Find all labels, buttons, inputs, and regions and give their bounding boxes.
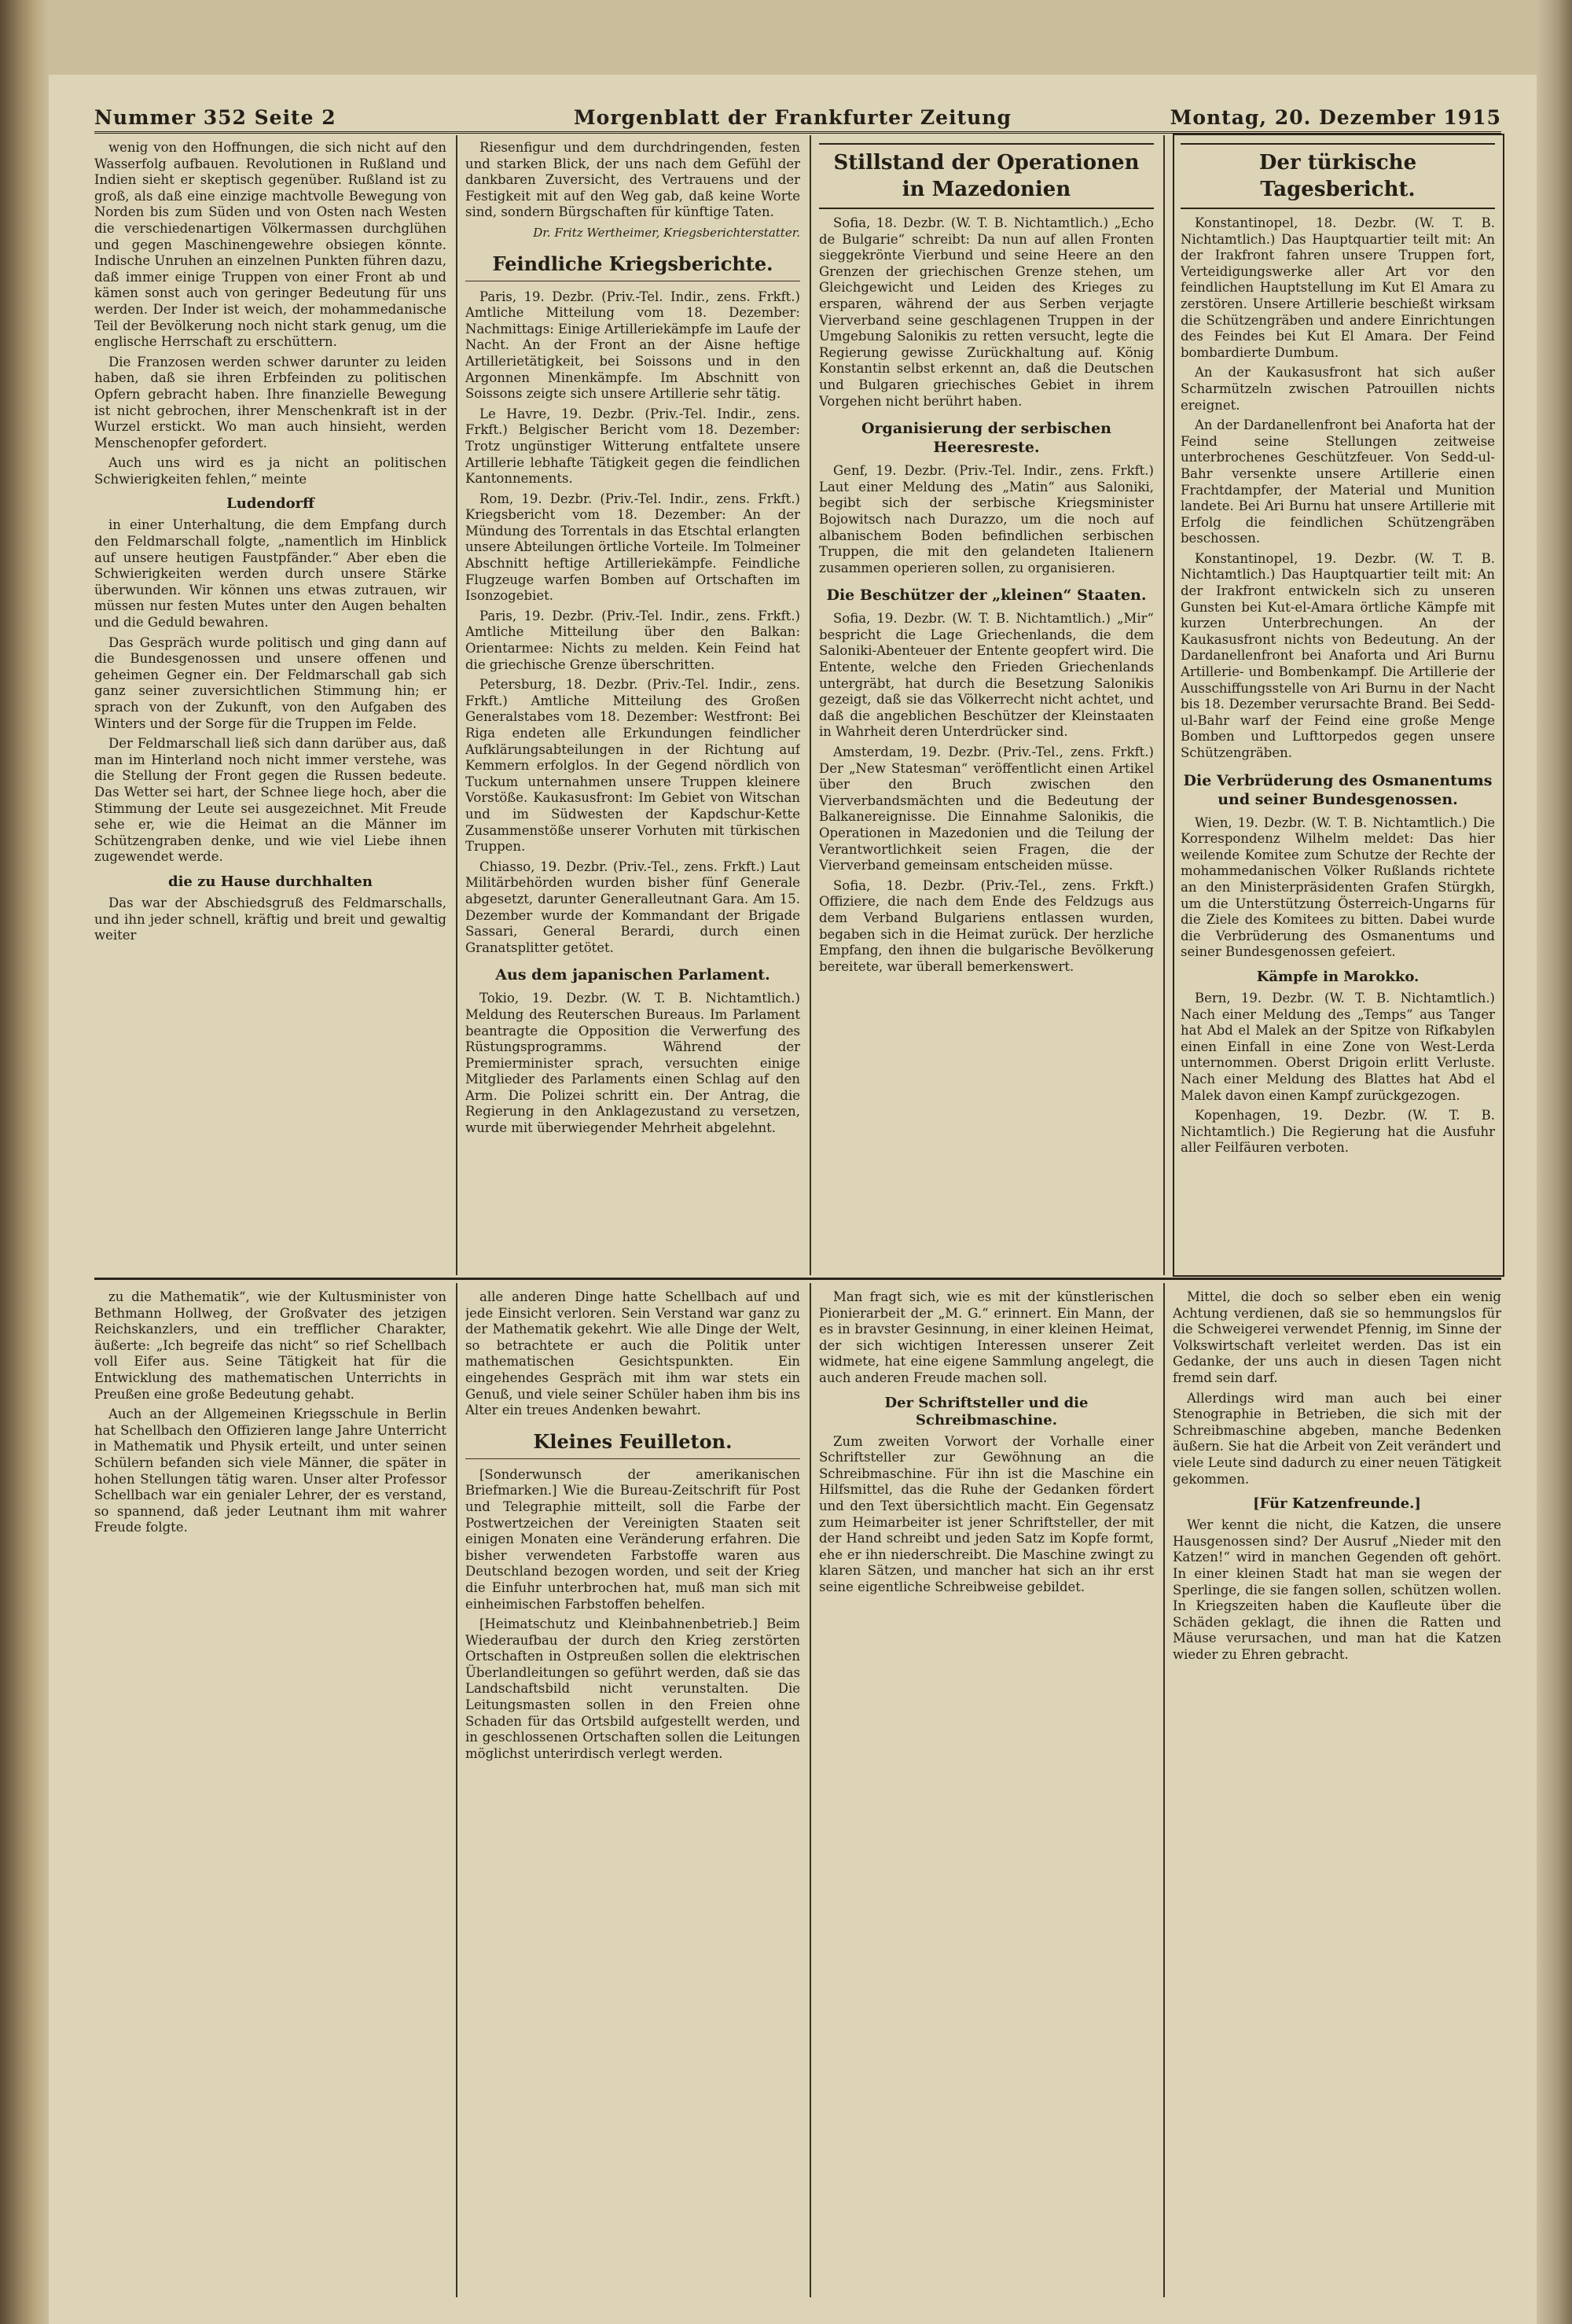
- headline-japanisches-parlament: Aus dem japanischen Parlament.: [495, 966, 770, 984]
- dispatch-genf: Genf, 19. Dezbr. (Priv.-Tel. Indir., zens. Frkft.) Laut einer Meldung des „Matin“ aus Saloniki, begibt sich der serbische Kriegsminister Bojowitsch nach Durazzo, um die noch auf albanischem Boden befindlichen serbischen Truppen, die mit den gelandeten Italienern zusammen operieren sollen, zu organisieren.: [819, 463, 1154, 575]
- column-2: [465, 140, 800, 1272]
- dispatch-sofia-mir: Sofia, 19. Dezbr. (W. T. B. Nichtamtlich.) „Mir“ bespricht die Lage Griechenlands, die dem Saloniki-Abenteuer der Entente geopfert wird. Die Entente, welche den Frieden Griechenlands untergräbt, hat durch die Besetzung Salonikis gezeigt, daß sie das Völkerrecht nicht achtet, und daß die angeblichen Beschützer der Kleinstaaten in Wahrheit deren Unterdrücker sind.: [819, 611, 1154, 740]
- column-rule: [1163, 1283, 1165, 2297]
- dispatch-paris: Paris, 19. Dezbr. (Priv.-Tel. Indir., zens. Frkft.) Amtliche Mitteilung vom 18. Dezember: Nachmittags: Einige Artilleriekämpfe im Laufe der Nacht. An der Front an der Aisne heftige Artillerietätigkeit, bei Soissons und in den Argonnen Minenkämpfe. Im Abschnitt von Soissons zeigte sich unsere Artillerie sehr tätig.: [465, 289, 800, 402]
- article-paragraph: Allerdings wird man auch bei einer Stenographie in Betrieben, die sich mit der Schreibmaschine abgeben, manche Bedenken äußern. Sie hat die Arbeit von Zeit verändert und viele Leute sind dadurch zu einer neuen Tätigkeit gekommen.: [1173, 1390, 1501, 1487]
- headline-stillstand-mazedonien: Stillstand der Operationen in Mazedonien: [819, 143, 1154, 209]
- article-paragraph: Auch an der Allgemeinen Kriegsschule in Berlin hat Schellbach den Offizieren lange Jahre Unterricht in Mathematik und Physik erteilt, und unter seinen Schülern befanden sich viele Männer, die später in hohen Stellungen tätig waren. Unser alter Professor Schellbach war ein genialer Lehrer, der es verstand, so spannend, daß jeder Leutnant ihm mit wahrer Freude folgte.: [94, 1407, 446, 1535]
- subheading-durchhalten: die zu Hause durchhalten: [168, 873, 373, 890]
- column-rule: [456, 135, 457, 1275]
- column-3: [819, 140, 1154, 1272]
- column-rule: [456, 1283, 457, 2297]
- author-byline: Dr. Fritz Wertheimer, Kriegsberichterstatter.: [533, 225, 800, 240]
- feuilleton-item-heimatschutz: [Heimatschutz und Kleinbahnenbetrieb.] Beim Wiederaufbau der durch den Krieg zerstörten Ortschaften in Ostpreußen sollen die elektrischen Überlandleitungen so geführt werden, daß sie das Landschaftsbild nicht verunstalten. Die Leitungsmasten sollen in den Freien ohne Schaden für das Ortsbild aufgestellt werden, und in geschlossenen Ortschaften sollen die Leitungen möglichst unterirdisch verlegt werden.: [465, 1616, 800, 1761]
- dispatch-wien: Wien, 19. Dezbr. (W. T. B. Nichtamtlich.) Die Korrespondenz Wilhelm meldet: Das hier weilende Komitee zum Schutze der Rechte der mohammedanischen Völker Rußlands richtete an den Ministerpräsidenten Grafen Stürgkh, um die Unterstützung Österreich-Ungarns für die Ziele des Komitees zu bitten. Dabei wurde die Verbrüderung des Osmanentums und seiner Bundesgenossen gefeiert.: [1181, 815, 1495, 960]
- dispatch-sofia: Sofia, 18. Dezbr. (W. T. B. Nichtamtlich.) „Echo de Bulgarie“ schreibt: Da nun auf allen Fronten sieggekrönte Vierbund und seine Heere an den Grenzen der griechischen Grenze stehen, um Gleichgewicht und Leiden des Krieges zu ersparen, während der aus Serben verjagte Vierverband seine geschlagenen Truppen in der Umgebung Salonikis zu retten versucht, legte die Regierung gewisse Zurückhaltung auf. König Konstantin selbst erkennt an, daß die Deutschen und Bulgaren griechisches Gebiet in ihrem Vorgehen nicht berührt haben.: [819, 215, 1154, 409]
- article-paragraph: alle anderen Dinge hatte Schellbach auf und jede Einsicht verloren. Sein Verstand war ganz zu der Mathematik gekehrt. Wie alle Dinge der Welt, so betrachtete er auch die Politik unter mathematischen Gesichtspunkten. Ein eingehendes Gespräch mit ihm war stets ein Genuß, und viele seiner Schüler haben ihm bis ins Alter ein treues Andenken bewahrt.: [465, 1289, 800, 1418]
- masthead: [94, 106, 1501, 134]
- dispatch-sofia-offiziere: Sofia, 18. Dezbr. (Priv.-Tel., zens. Frkft.) Offiziere, die nach dem Ende des Feldzugs aus dem Verband Bulgariens entlassen wurden, begaben sich in die Heimat zurück. Der herzliche Empfang, den ihnen die bulgarische Bevölkerung bereitete, war überall bemerkenswert.: [819, 877, 1154, 974]
- dispatch-rom: Rom, 19. Dezbr. (Priv.-Tel. Indir., zens. Frkft.) Kriegsbericht vom 18. Dezember: An der Mündung des Torrentals in das Etschtal erlangten unsere Abteilungen örtliche Vorteile. Im Tolmeiner Abschnitt heftige Artilleriekämpfe. Feindliche Flugzeuge warfen Bomben auf Ortschaften im Isonzogebiet.: [465, 491, 800, 604]
- issue-date: Montag, 20. Dezember 1915: [1170, 106, 1501, 129]
- article-paragraph: An der Kaukasusfront hat sich außer Scharmützeln zwischen Patrouillen nichts ereignet.: [1181, 365, 1495, 413]
- issue-number-page: Nummer 352 Seite 2: [94, 106, 336, 129]
- subheading-ludendorff: Ludendorff: [226, 495, 314, 513]
- feuilleton-column-2: [465, 1289, 800, 2296]
- article-paragraph: Wer kennt die nicht, die Katzen, die unsere Hausgenossen sind? Der Ausruf „Nieder mit den Katzen!“ wird in manchen Gegenden oft gehört. In einer kleinen Stadt hat man sie wegen der Sperlinge, die sie fangen sollen, schützen wollen. In Kriegszeiten haben die Kaufleute über die Schäden geklagt, die ihnen die Ratten und Mäuse verursachen, und man hat die Katzen wieder zu Ehren gebracht.: [1173, 1517, 1501, 1662]
- article-paragraph: Man fragt sich, wie es mit der künstlerischen Pionierarbeit der „M. G.“ erinnert. Ein Mann, der es in bravster Gesinnung, in einer kleinen Heimat, der sich wichtigen Interessen unserer Zeit widmete, hat eine eigene Sammlung angelegt, die auch anderen Freude machen soll.: [819, 1289, 1154, 1385]
- column-4: [1181, 140, 1495, 1269]
- article-paragraph: zu die Mathematik“, wie der Kultusminister von Bethmann Hollweg, der Großvater des jetzigen Reichskanzlers, und ein trefflicher Charakter, äußerte: „Ich begreife das nicht“ so rief Schellbach voll Eifer aus. Seine Tätigkeit hat für die Entwicklung des mathematischen Unterrichts in Preußen eine große Bedeutung gehabt.: [94, 1289, 446, 1402]
- column-1: [94, 140, 446, 1272]
- headline-serbische-heeresreste: Organisierung der serbischen Heeresreste.: [861, 420, 1111, 457]
- subheading-schreibmaschine: Der Schriftsteller und die Schreibmaschine.: [884, 1394, 1089, 1429]
- headline-kaempfe-marokko: Kämpfe in Marokko.: [1256, 968, 1420, 985]
- dispatch-kopenhagen: Kopenhagen, 19. Dezbr. (W. T. B. Nichtamtlich.) Die Regierung hat die Ausfuhr aller Feilfäuren verboten.: [1181, 1108, 1495, 1156]
- feuilleton-column-3: [819, 1289, 1154, 2296]
- feuilleton-item-briefmarken: [Sonderwunsch der amerikanischen Briefmarken.] Wie die Bureau-Zeitschrift für Post und Telegraphie mitteilt, soll die Farbe der Postwertzeichen der Vereinigten Staaten seit einigen Monaten eine Veränderung erfahren. Die bisher verwendeten Farbstoffe waren aus Deutschland bezogen worden, und seit der Krieg die Einfuhr unterbrochen hat, muß man sich mit einheimischen Farbstoffen behelfen.: [465, 1466, 800, 1612]
- article-paragraph: Das war der Abschiedsgruß des Feldmarschalls, und ihn jeder schnell, kräftig und breit und gewaltig weiter: [94, 895, 446, 943]
- dispatch-le-havre: Le Havre, 19. Dezbr. (Priv.-Tel. Indir., zens. Frkft.) Belgischer Bericht vom 18. Dezember: Trotz ungünstiger Witterung entfaltete unsere Artillerie lebhafte Tätigkeit gegen die feindlichen Kantonnements.: [465, 406, 800, 487]
- dispatch-konstantinopel-2: Konstantinopel, 19. Dezbr. (W. T. B. Nichtamtlich.) Das Hauptquartier teilt mit: An der Irakfront entwickeln sich zu unseren Gunsten bei Kut-el-Amara örtliche Kämpfe mit kurzen Unterbrechungen. An der Kaukasusfront nichts von Bedeutung. An der Dardanellenfront bei Anaforta und Ari Burnu Artillerie- und Bombenkampf. Die Artillerie der Ausschiffungsstelle von Ari Burnu in der Nacht bis 18. Dezember verursachte Brand. Bei Sedd-ul-Bahr warf der Feind eine große Menge Bomben und Lufttorpedos gegen unsere Schützengräben.: [1181, 550, 1495, 760]
- dispatch-paris-balkan: Paris, 19. Dezbr. (Priv.-Tel. Indir., zens. Frkft.) Amtliche Mitteilung über den Balkan: Orientarmee: Nichts zu melden. Kein Feind hat die griechische Grenze überschritten.: [465, 608, 800, 672]
- subheading-katzenfreunde: [Für Katzenfreunde.]: [1253, 1495, 1421, 1513]
- headline-tuerkischer-tagesbericht: Der türkische Tagesbericht.: [1181, 143, 1495, 209]
- dispatch-konstantinopel: Konstantinopel, 18. Dezbr. (W. T. B. Nichtamtlich.) Das Hauptquartier teilt mit: An der Irakfront fahren unsere Truppen fort, Verteidigungswerke aller Art vor den feindlichen Hauptstellung im Kut El Amara zu zerstören. Unsere Artillerie beschießt wirksam die Schützengräben und andere Einrichtungen des Feindes bei Kut El Amara. Der Feind bombardierte Dumbum.: [1181, 215, 1495, 360]
- article-paragraph: Zum zweiten Vorwort der Vorhalle einer Schriftsteller zur Gewöhnung an die Schreibmaschine. Für ihn ist die Maschine ein Hilfsmittel, das die Ruhe der Gedanken fördert und den Text übersichtlich macht. Ein Gegensatz zum Heimarbeiter ist jener Schriftsteller, der mit der Hand schreibt und jeden Satz im Kopfe formt, ehe er ihn niederschreibt. Die Maschine zwingt zu klaren Sätzen, und mancher hat sich an ihr erst seine eigentliche Schreibweise gebildet.: [819, 1433, 1154, 1594]
- feuilleton-column-4: [1173, 1289, 1501, 2296]
- article-paragraph: Auch uns wird es ja nicht an politischen Schwierigkeiten fehlen,“ meinte: [94, 455, 446, 487]
- book-binding-shadow: [0, 0, 49, 2324]
- article-paragraph: in einer Unterhaltung, die dem Empfang durch den Feldmarschall folgte, „namentlich im Hinblick auf unsere heutigen Faustpfänder.“ Aber eben die Schwierigkeiten werden durch unsere Stärke überwunden. Wir können uns etwas zutrauen, wir müssen nur festen Mutes unter den Augen behalten und die Geduld bewahren.: [94, 517, 446, 631]
- article-paragraph: An der Dardanellenfront bei Anaforta hat der Feind seine Stellungen zeitweise unterbrochenes Geschützfeuer. Von Sedd-ul-Bahr versenkte unsere Artillerie einen Frachtdampfer, der Material und Munition landete. Bei Ari Burnu hat unsere Artillerie mit Erfolg die feindlichen Schützengräben beschossen.: [1181, 417, 1495, 546]
- headline-verbruederung: Die Verbrüderung des Osmanentums und seiner Bundesgenossen.: [1183, 771, 1493, 808]
- dispatch-bern: Bern, 19. Dezbr. (W. T. B. Nichtamtlich.) Nach einer Meldung des „Temps“ aus Tanger hat Abd el Malek an der Spitze von Rifkabylen einen Einfall in eine Zone von West-Lerda unternommen. Oberst Drigoin erlitt Verluste. Nach einer Meldung des Blattes hat Abd el Malek davon einen Kampf zurückgezogen.: [1181, 990, 1495, 1103]
- newspaper-title: Morgenblatt der Frankfurter Zeitung: [574, 106, 1012, 129]
- headline-beschuetzer-kleine-staaten: Die Beschützer der „kleinen“ Staaten.: [826, 587, 1147, 605]
- page-right-edge: [1537, 0, 1572, 2324]
- dispatch-tokio: Tokio, 19. Dezbr. (W. T. B. Nichtamtlich.) Meldung des Reuterschen Bureaus. Im Parlament beantragte die Opposition die Verwerfung des Rüstungsprogramms. Während der Premierminister sprach, versuchten einige Mitglieder des Parlaments einen Schlag auf den Arm. Die Polizei schritt ein. Der Antrag, die Regierung in den Anklagezustand zu versetzen, wurde mit überwiegender Mehrheit abgelehnt.: [465, 991, 800, 1136]
- column-rule: [1163, 135, 1165, 1275]
- dispatch-amsterdam: Amsterdam, 19. Dezbr. (Priv.-Tel., zens. Frkft.) Der „New Statesman“ veröffentlicht einen Artikel über den Bruch zwischen den Vierverbandsmächten und die Bedeutung der Balkanereignisse. Die Einnahme Salonikis, die Operationen in Mazedonien und die Teilung der Verantwortlichkeit seien Fragen, die der Vierverband gemeinsam entscheiden müsse.: [819, 745, 1154, 873]
- article-paragraph: Die Franzosen werden schwer darunter zu leiden haben, daß sie ihren Erbfeinden zu politischen Opfern gebracht haben. Ihre finanzielle Bewegung ist nicht gebrochen, ihrer Menschenkraft ist in der Wurzel erstickt. Wo man auch hinsieht, werden Menschenopfer gefordert.: [94, 354, 446, 450]
- headline-feindliche-kriegsberichte: Feindliche Kriegsberichte.: [465, 252, 800, 281]
- article-paragraph: Der Feldmarschall ließ sich dann darüber aus, daß man im Hinterland noch nicht immer verstehe, was die Stellung der Front gegen die Russen bedeute. Das Wetter sei hart, der Schnee liege hoch, aber die Stimmung der Leute sei ausgezeichnet. Mit Freude sehe er, wie die Heimat an die Männer im Schützengraben denke, und wie viel Liebe ihnen zugewendet werde.: [94, 736, 446, 865]
- feuilleton-column-1: [94, 1289, 446, 2296]
- column-rule: [810, 135, 811, 1275]
- dispatch-petersburg: Petersburg, 18. Dezbr. (Priv.-Tel. Indir., zens. Frkft.) Amtliche Mitteilung des Großen Generalstabes vom 18. Dezember: Westfront: Bei Riga endeten alle Erkundungen feindlicher Aufklärungsabteilungen in der Richtung auf Kemmern erfolglos. In der Gegend nördlich von Tuckum unternahmen unsere Truppen kleinere Vorstöße. Kaukasusfront: Im Gebiet von Witschan und im Südwesten der Kapdschur-Kette Zusammenstöße unserer Vorhuten mit türkischen Truppen.: [465, 677, 800, 855]
- feuilleton-divider: [94, 1278, 1501, 1280]
- headline-kleines-feuilleton: Kleines Feuilleton.: [465, 1430, 800, 1459]
- article-paragraph: Das Gespräch wurde politisch und ging dann auf die Bundesgenossen und unsere offenen und geheimen Gegner ein. Der Feldmarschall gab sich ganz seiner zuversichtlichen Stimmung hin; er sprach von der Zukunft, von den Aufgaben des Winters und der Sorge für die Truppen im Felde.: [94, 634, 446, 731]
- article-paragraph: wenig von den Hoffnungen, die sich nicht auf den Wasserfolg aufbauen. Revolutionen in Rußland und Indien sieht er skeptisch gegenüber. Rußland ist zu groß, als daß eine einzige machtvolle Bewegung von Norden bis zum Süden und von Osten nach Westen die verschiedenartigen Völkermassen durchglühen und gegen Maschinengewehre obsiegen könnte. Indische Unruhen an einzelnen Punkten führen dazu, daß immer einige Truppen von einer Front ab und kämen sonst auch von geringer Bedeutung für uns werden. Der Inder ist weich, der mohammedanische Teil der Bevölkerung noch nicht stark genug, um die englische Herrschaft zu erschüttern.: [94, 140, 446, 350]
- column-rule: [810, 1283, 811, 2297]
- dispatch-chiasso: Chiasso, 19. Dezbr. (Priv.-Tel., zens. Frkft.) Laut Militärbehörden wurden bisher fünf Generale abgesetzt, darunter Generalleutnant Gara. Am 15. Dezember wurde der Kommandant der Brigade Sassari, General Berardi, durch einen Granatsplitter getötet.: [465, 859, 800, 955]
- article-paragraph: Riesenfigur und dem durchdringenden, festen und starken Blick, der uns nach dem Gefühl der dankbaren Zuversicht, des Vertrauens und der Festigkeit mit auf den Weg gab, daß keine Worte sind, sondern Bürgschaften für künftige Taten.: [465, 140, 800, 220]
- article-paragraph: Mittel, die doch so selber eben ein wenig Achtung verdienen, daß sie so hemmungslos für die Schweigerei verwendet Pfennig, im Sinne der Volkswirtschaft verleitet werden. Das ist ein Gedanke, der uns auch in diesen Tagen nicht fremd sein darf.: [1173, 1289, 1501, 1385]
